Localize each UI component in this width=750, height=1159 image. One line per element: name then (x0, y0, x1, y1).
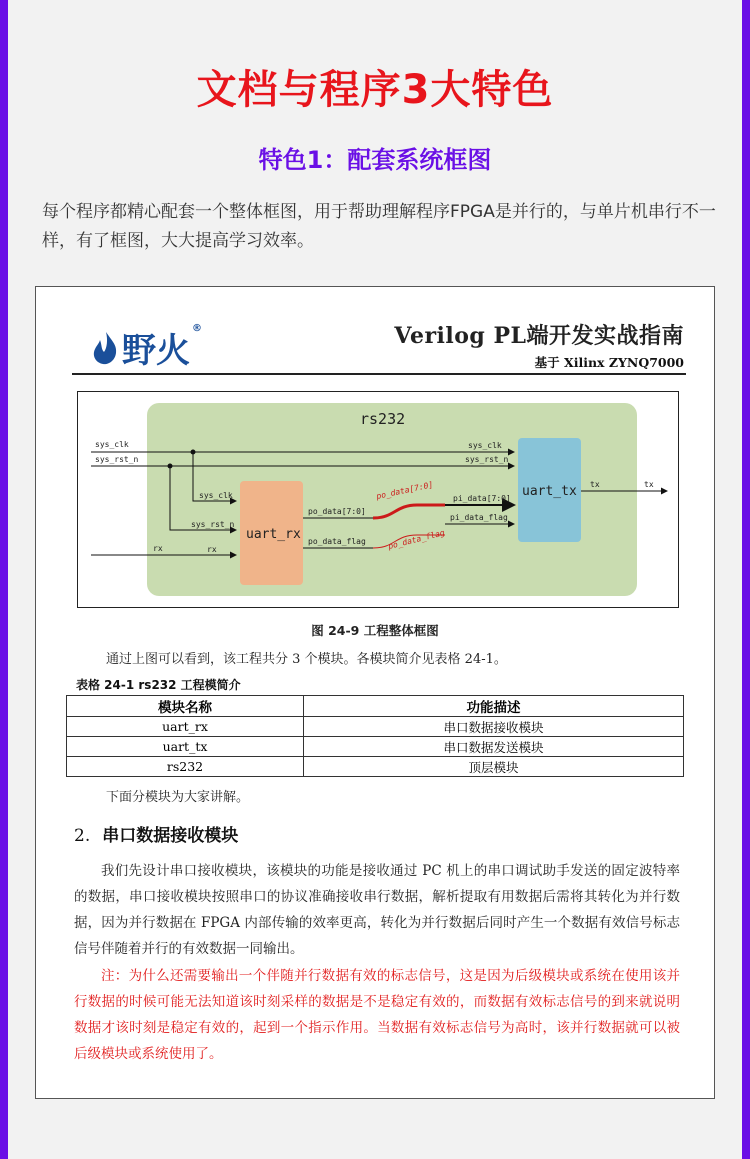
rs232-label: rs232 (360, 410, 406, 428)
label-rx-sys-rst-n: sys_rst_n (191, 520, 235, 529)
module-table (66, 695, 684, 777)
label-pi-data: pi_data[7:0] (453, 494, 511, 503)
red-label-po-flag: po_data_flag (387, 528, 446, 551)
body-text: 我们先设计串口接收模块，该模块的功能是接收通过 PC 机上的串口调试助手发送的固定波特率的数据，串口接收模块按照串口的协议准确接收串行数据，解析提取有用数据后需将其转化为并行数据，因为并行数据在 FPGA 内部传输的效率更高，转化为并行数据后同时产生一个数据有效信号标志信号伴随着并行的有效数据一同输出。 (74, 863, 680, 957)
table-row (67, 757, 684, 777)
paragraph-overview: 通过上图可以看到，该工程共分 3 个模块。各模块简介见表格 24-1。 (106, 652, 507, 667)
page (8, 0, 742, 1159)
body-paragraph (74, 858, 680, 962)
label-rx-sys-clk: sys_clk (199, 491, 233, 500)
registered-mark: ® (192, 323, 202, 334)
column-header-name: 模块名称 (67, 696, 304, 717)
label-po-flag: po_data_flag (308, 537, 366, 546)
module-desc-cell: 串口数据接收模块 (304, 717, 684, 737)
document-subtitle: 基于 Xilinx ZYNQ7000 (534, 355, 684, 370)
label-tx-sys-rst-n: sys_rst_n (465, 455, 509, 464)
module-name-cell: uart_rx (67, 717, 304, 737)
section-number: 2. (74, 826, 91, 846)
logo-text: 野火 (122, 331, 190, 371)
module-name-cell: uart_tx (67, 737, 304, 757)
section-heading (74, 821, 238, 846)
label-tx-out: tx (590, 480, 600, 489)
table-row (67, 717, 684, 737)
column-header-desc: 功能描述 (304, 696, 684, 717)
brand-logo (92, 323, 202, 374)
module-desc-cell: 顶层模块 (304, 757, 684, 777)
document-excerpt (35, 286, 715, 1099)
table-header-row (67, 696, 684, 717)
feature-subtitle: 特色1：配套系统框图 (258, 146, 492, 174)
figure-caption: 图 24-9 工程整体框图 (311, 623, 439, 638)
intro-text: 每个程序都精心配套一个整体框图，用于帮助理解程序FPGA是并行的，与单片机串行不一样，有了框图，大大提高学习效率。 (42, 202, 716, 251)
note-paragraph (74, 963, 680, 1067)
label-tx-output: tx (644, 480, 654, 489)
block-diagram (77, 391, 679, 608)
section-title: 串口数据接收模块 (102, 826, 239, 846)
junction-dot (168, 464, 173, 469)
paragraph-next: 下面分模块为大家讲解。 (106, 790, 250, 805)
label-sys-rst-n-in: sys_rst_n (95, 455, 139, 464)
label-pi-flag: pi_data_flag (450, 513, 508, 522)
header-rule (72, 373, 686, 375)
page-title: 文档与程序3大特色 (196, 67, 554, 113)
label-sys-clk-in: sys_clk (95, 440, 129, 449)
flame-icon (92, 331, 118, 374)
label-tx-sys-clk: sys_clk (468, 441, 502, 450)
note-text: 注：为什么还需要输出一个伴随并行数据有效的标志信号，这是因为后级模块或系统在使用该并行数据的时候可能无法知道该时刻采样的数据是不是稳定有效的，而数据有效标志信号的到来就说明数据才该时刻是稳定有效的，起到一个指示作用。当数据有效标志信号为高时，该并行数据就可以被后级模块或系统使用了。 (74, 968, 680, 1062)
table-row (67, 737, 684, 757)
label-rx-in: rx (153, 544, 163, 553)
label-rx-rx: rx (207, 545, 217, 554)
junction-dot (191, 450, 196, 455)
module-desc-cell: 串口数据发送模块 (304, 737, 684, 757)
uart-rx-label: uart_rx (246, 527, 301, 542)
label-po-data: po_data[7:0] (308, 507, 366, 516)
table-caption: 表格 24-1 rs232 工程模简介 (76, 678, 241, 692)
document-title: Verilog PL端开发实战指南 (394, 323, 684, 349)
module-name-cell: rs232 (67, 757, 304, 777)
uart-tx-label: uart_tx (522, 484, 577, 499)
red-label-po-data: po_data[7:0] (375, 480, 434, 501)
